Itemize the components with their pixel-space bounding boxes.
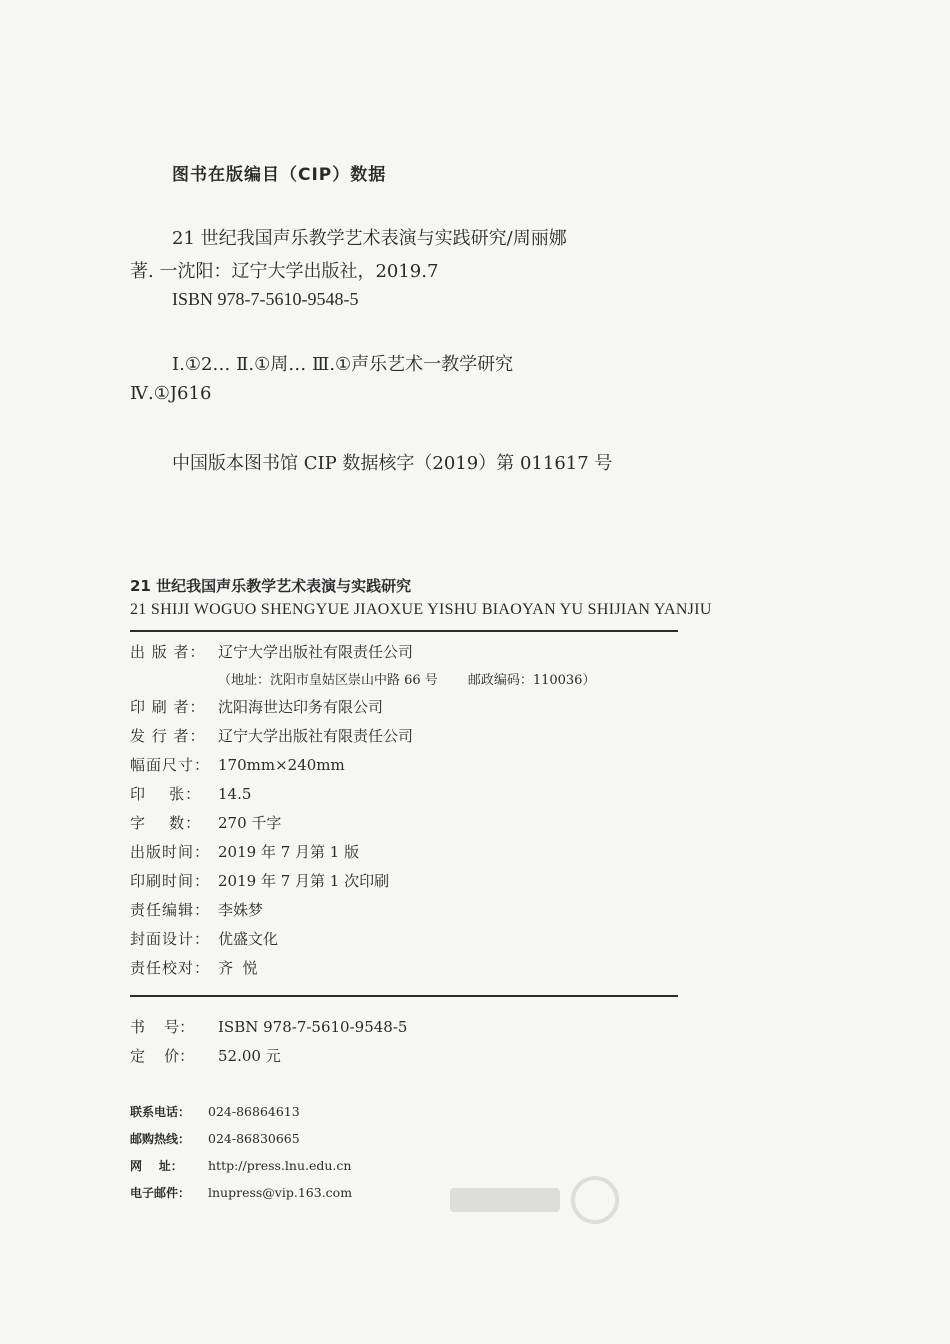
publisher-logo-watermark [440,1170,620,1230]
info-row: 印刷时间： 2019 年 7 月第 1 次印刷 [130,872,390,890]
info-row: 责任校对： 齐 悦 [130,959,258,977]
info-row: 封面设计： 优盛文化 [130,930,279,948]
info-row: 印 张： 14.5 [130,785,252,803]
cip-verification: 中国版本图书馆 CIP 数据核字（2019）第 011617 号 [172,453,613,474]
cip-classification: Ⅰ.①2… Ⅱ.①周… Ⅲ.①声乐艺术一教学研究 [172,354,514,375]
info-row: 责任编辑： 李姝梦 [130,901,264,919]
address-row: （地址：沈阳市皇姑区崇山中路 66 号 邮政编码：110036） [218,673,596,688]
contact-row: 联系电话： 024-86864613 [130,1104,300,1119]
book-title-pinyin: 21 SHIJI WOGUO SHENGYUE JIAOXUE YISHU BIAOYAN YU SHIJIAN YANJIU [130,601,712,618]
cip-heading: 图书在版编目（CIP）数据 [172,165,387,185]
contact-row: 邮购热线： 024-86830665 [130,1131,300,1146]
contact-info [130,1102,352,1210]
price-row: 定 价： 52.00 元 [130,1047,281,1065]
book-title-cn: 21 世纪我国声乐教学艺术表演与实践研究 [130,577,412,595]
cip-classification-iv: Ⅳ.①J616 [130,383,212,404]
info-row: 印 刷 者： 沈阳海世达印务有限公司 [130,698,384,716]
price-info [130,1016,407,1074]
info-row: 字 数： 270 千字 [130,814,282,832]
cip-isbn: ISBN 978-7-5610-9548-5 [172,289,359,309]
divider-bottom [130,995,678,997]
divider-top [130,630,678,632]
contact-row: 电子邮件： lnupress@vip.163.com [130,1185,353,1200]
cip-title-line: 21 世纪我国声乐教学艺术表演与实践研究/周丽娜 [172,228,567,249]
contact-row: 网 址： http://press.lnu.edu.cn [130,1158,352,1173]
info-row: 出 版 者： 辽宁大学出版社有限责任公司 [130,643,414,661]
publication-info [130,641,625,986]
isbn-row: 书 号： ISBN 978-7-5610-9548-5 [130,1018,408,1036]
cip-publisher-line: 著. 一沈阳：辽宁大学出版社，2019.7 [130,261,439,282]
info-row: 幅面尺寸： 170mm×240mm [130,756,345,774]
info-row: 出版时间： 2019 年 7 月第 1 版 [130,843,360,861]
info-row: 发 行 者： 辽宁大学出版社有限责任公司 [130,727,414,745]
